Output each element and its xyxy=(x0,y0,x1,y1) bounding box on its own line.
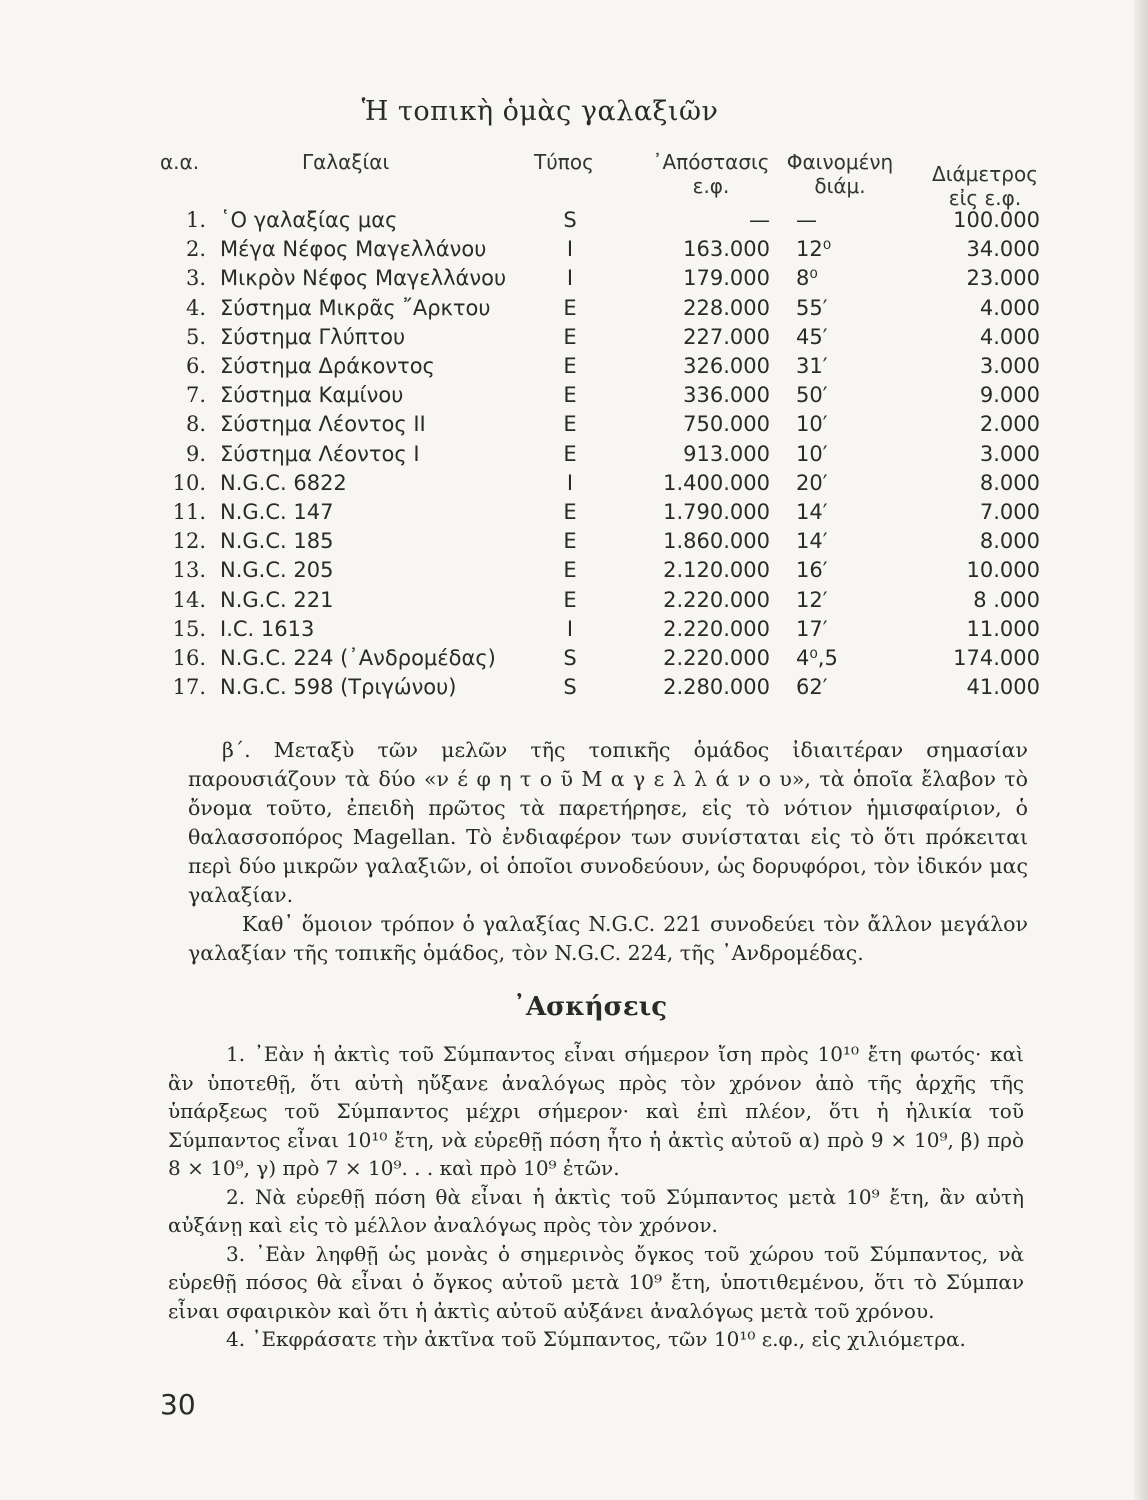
galaxy-name: ῾Ο γαλαξίας μας xyxy=(220,208,398,232)
galaxy-type: S xyxy=(563,646,577,670)
galaxy-diameter: 11.000 xyxy=(966,616,1040,641)
row-number: 4. xyxy=(185,295,206,320)
galaxy-diameter: 4.000 xyxy=(979,295,1040,320)
row-number: 16. xyxy=(172,646,206,670)
table-row xyxy=(160,442,1060,471)
galaxy-name: N.G.C. 6822 xyxy=(220,470,347,495)
table-row xyxy=(160,354,1060,383)
table-row xyxy=(160,646,1060,675)
galaxy-name: Μέγα Νέφος Μαγελλάνου xyxy=(220,237,487,262)
table-row xyxy=(160,296,1060,325)
table-row xyxy=(160,675,1060,704)
galaxy-distance: 1.860.000 xyxy=(663,529,770,554)
apparent-diameter: 10′ xyxy=(796,441,828,466)
apparent-diameter: 50′ xyxy=(796,383,828,408)
galaxy-name: N.G.C. 224 (᾿Ανδρομέδας) xyxy=(220,646,496,670)
galaxy-type: E xyxy=(563,587,577,612)
table-row xyxy=(160,529,1060,558)
apparent-diameter: 16′ xyxy=(796,558,828,583)
galaxy-name: N.G.C. 185 xyxy=(220,529,334,554)
header-apparent-line2: διάμ. xyxy=(814,174,866,198)
header-diameter xyxy=(920,162,1050,210)
row-number: 9. xyxy=(185,441,206,466)
apparent-diameter: 20′ xyxy=(796,470,828,495)
table-row xyxy=(160,208,1060,237)
galaxy-distance: 179.000 xyxy=(683,266,770,291)
table-row xyxy=(160,325,1060,354)
table-row xyxy=(160,266,1060,295)
exercise-item: 1. ᾿Εὰν ἡ ἀκτὶς τοῦ Σύμπαντος εἶναι σήμερον ἴση πρὸς 10¹⁰ ἔτη φωτός· καὶ ἂν ὑποτεθῇ, ὅτι αὐτὴ ηὔξανε ἀναλόγως πρὸς τὸν χρόνον ἀπὸ τῆς ἀρχῆς τῆς ὑπάρξεως τοῦ Σύμπαντος μέχρι σήμερον· καὶ ἐπὶ πλέον, ὅτι ἡ ἡλικία τοῦ Σύμπαντος εἶναι 10¹⁰ ἔτη, νὰ εὑρεθῇ πόση ἦτο ἡ ἀκτὶς αὐτοῦ α) πρὸ 9 × 10⁹, β) πρὸ 8 × 10⁹, γ) πρὸ 7 × 10⁹. . . καὶ πρὸ 10⁹ ἐτῶν. xyxy=(168,1042,1024,1180)
exercises-title: ᾿Ασκήσεις xyxy=(512,992,668,1022)
row-number: 10. xyxy=(172,470,206,495)
galaxy-type: E xyxy=(563,383,577,408)
row-number: 8. xyxy=(185,412,206,437)
galaxy-name: Σύστημα Λέοντος I xyxy=(220,441,420,466)
row-number: 14. xyxy=(172,587,206,612)
galaxy-diameter: 4.000 xyxy=(979,324,1040,349)
galaxy-type: E xyxy=(563,295,577,320)
galaxy-name: Σύστημα Καμίνου xyxy=(220,383,404,408)
galaxy-distance: 326.000 xyxy=(683,354,770,378)
header-diameter-line1: Διάμετρος xyxy=(932,162,1038,186)
table-row xyxy=(160,588,1060,617)
apparent-diameter: 45′ xyxy=(796,324,828,349)
galaxy-diameter: 41.000 xyxy=(966,675,1040,700)
table-row xyxy=(160,500,1060,529)
row-number: 15. xyxy=(172,616,206,641)
header-diameter-line2: εἰς ε.φ. xyxy=(948,186,1022,210)
row-number: 17. xyxy=(172,675,206,700)
galaxy-distance: 228.000 xyxy=(683,295,770,320)
galaxy-type: E xyxy=(563,558,577,583)
galaxy-type: S xyxy=(563,208,577,232)
galaxy-distance: 2.120.000 xyxy=(663,558,770,583)
table-row xyxy=(160,471,1060,500)
galaxy-type: I xyxy=(566,470,574,495)
galaxy-name: Σύστημα Γλύπτου xyxy=(220,324,406,349)
galaxy-name: N.G.C. 221 xyxy=(220,587,334,612)
row-number: 5. xyxy=(185,324,206,349)
header-distance-line1: ᾿Απόστασις xyxy=(652,150,770,174)
paragraph-andromeda: Καθ᾿ ὅμοιον τρόπον ὁ γαλαξίας N.G.C. 221 συνοδεύει τὸν ἄλλον μεγάλον γαλαξίαν τῆς τοπικῆς ὁμάδος, τὸν N.G.C. 224, τῆς ᾿Ανδρομέδας. xyxy=(188,912,1028,965)
table-title: Ἡ τοπικὴ ὁμὰς γαλαξιῶν xyxy=(361,96,719,127)
header-apparent-line1: Φαινομένη xyxy=(786,150,894,174)
galaxy-diameter: 3.000 xyxy=(979,354,1040,378)
galaxy-type: I xyxy=(566,266,574,291)
apparent-diameter: 62′ xyxy=(796,675,828,700)
galaxy-type: S xyxy=(563,675,577,700)
table-row xyxy=(160,237,1060,266)
apparent-diameter: 12′ xyxy=(796,587,828,612)
apparent-diameter: 8⁰ xyxy=(796,266,818,291)
row-number: 2. xyxy=(185,237,206,262)
galaxy-diameter: 7.000 xyxy=(979,500,1040,524)
row-number: 7. xyxy=(185,383,206,408)
galaxy-distance: 750.000 xyxy=(683,412,770,437)
table-row xyxy=(160,617,1060,646)
galaxy-diameter: 23.000 xyxy=(966,266,1040,291)
galaxy-type: I xyxy=(566,616,574,641)
galaxy-distance: — xyxy=(749,208,770,232)
header-distance-line2: ε.φ. xyxy=(692,174,730,198)
row-number: 1. xyxy=(185,208,206,232)
table-row xyxy=(160,412,1060,441)
page-number: 30 xyxy=(160,1388,196,1421)
header-type: Τύπος xyxy=(534,150,594,174)
body-text xyxy=(188,736,1028,968)
galaxy-distance: 913.000 xyxy=(683,441,770,466)
row-number: 6. xyxy=(185,354,206,378)
galaxy-distance: 163.000 xyxy=(683,237,770,262)
header-num: α.α. xyxy=(160,150,200,174)
galaxy-diameter: 100.000 xyxy=(953,208,1040,232)
exercise-item: 3. ᾿Εὰν ληφθῇ ὡς μονὰς ὁ σημερινὸς ὄγκος τοῦ χώρου τοῦ Σύμπαντος, νὰ εὑρεθῇ πόσος θὰ εἶναι ὁ ὄγκος αὐτοῦ μετὰ 10⁹ ἔτη, ὑποτιθεμένου, ὅτι τὸ Σύμπαν εἶναι σφαιρικὸν καὶ ὅτι ἡ ἀκτὶς αὐτοῦ αὐξάνει ἀναλόγως μετὰ τοῦ χρόνου. xyxy=(168,1241,1024,1323)
galaxy-diameter: 8.000 xyxy=(979,529,1040,554)
apparent-diameter: 10′ xyxy=(796,412,828,437)
galaxy-type: E xyxy=(563,354,577,378)
apparent-diameter: 17′ xyxy=(796,616,828,641)
header-apparent xyxy=(770,150,910,198)
galaxy-diameter: 9.000 xyxy=(979,383,1040,408)
galaxy-name: I.C. 1613 xyxy=(220,616,315,641)
galaxy-name: Μικρὸν Νέφος Μαγελλάνου xyxy=(220,266,507,291)
galaxy-name: N.G.C. 598 (Τριγώνου) xyxy=(220,675,457,700)
galaxy-name: N.G.C. 147 xyxy=(220,500,334,524)
galaxy-distance: 1.790.000 xyxy=(663,500,770,524)
galaxy-distance: 227.000 xyxy=(683,324,770,349)
galaxy-diameter: 34.000 xyxy=(966,237,1040,262)
galaxy-diameter: 2.000 xyxy=(979,412,1040,437)
galaxy-distance: 2.220.000 xyxy=(663,616,770,641)
galaxy-diameter: 8.000 xyxy=(979,470,1040,495)
apparent-diameter: — xyxy=(796,208,817,232)
row-number: 12. xyxy=(172,529,206,554)
exercise-item: 4. ᾿Εκφράσατε τὴν ἀκτῖνα τοῦ Σύμπαντος, τῶν 10¹⁰ ε.φ., εἰς χιλιόμετρα. xyxy=(226,1327,966,1351)
galaxy-type: E xyxy=(563,324,577,349)
table-row xyxy=(160,383,1060,412)
paragraph-magellan: β΄. Μεταξὺ τῶν μελῶν τῆς τοπικῆς ὁμάδος ἰδιαιτέραν σημασίαν παρουσιάζουν τὰ δύο «ν έ φ η τ ο ῦ Μ α γ ε λ λ ά ν ο υ», τὰ ὁποῖα ἔλαβον τὸ ὄνομα τοῦτο, ἐπειδὴ πρῶτος τὰ παρετήρησε, εἰς τὸ νότιον ἡμισφαίριον, ὁ θαλασσοπόρος Magellan. Τὸ ἐνδιαφέρον των συνίσταται εἰς τὸ ὅτι πρόκειται περὶ δύο μικρῶν γαλαξιῶν, οἱ ὁποῖοι συνοδεύουν, ὡς δορυφόροι, τὸν ἰδικόν μας γαλαξίαν. xyxy=(188,738,1028,907)
table-row xyxy=(160,558,1060,587)
galaxy-name: Σύστημα Λέοντος II xyxy=(220,412,426,437)
galaxy-name: Σύστημα Δράκοντος xyxy=(220,354,435,378)
galaxy-type: E xyxy=(563,412,577,437)
galaxy-name: Σύστημα Μικρᾶς ῎Αρκτου xyxy=(220,295,491,320)
apparent-diameter: 31′ xyxy=(796,354,828,378)
galaxy-type: I xyxy=(566,237,574,262)
galaxy-type: E xyxy=(563,529,577,554)
exercise-item: 2. Νὰ εὑρεθῇ πόση θὰ εἶναι ἡ ἀκτὶς τοῦ Σύμπαντος μετὰ 10⁹ ἔτη, ἂν αὐτὴ αὐξάνῃ καὶ εἰς τὸ μέλλον ἀναλόγως πρὸς τὸν χρόνον. xyxy=(168,1184,1024,1237)
galaxy-distance: 2.220.000 xyxy=(663,587,770,612)
galaxy-type: E xyxy=(563,441,577,466)
galaxy-diameter: 8 .000 xyxy=(973,587,1040,612)
apparent-diameter: 12⁰ xyxy=(796,237,832,262)
row-number: 13. xyxy=(172,558,206,583)
header-name: Γαλαξίαι xyxy=(302,150,390,174)
apparent-diameter: 14′ xyxy=(796,500,828,524)
row-number: 3. xyxy=(185,266,206,291)
galaxy-distance: 2.220.000 xyxy=(663,646,770,670)
galaxy-diameter: 174.000 xyxy=(953,646,1040,670)
apparent-diameter: 55′ xyxy=(796,295,828,320)
page-binding-edge xyxy=(1134,0,1148,1500)
galaxy-distance: 336.000 xyxy=(683,383,770,408)
apparent-diameter: 4⁰,5 xyxy=(796,646,838,670)
row-number: 11. xyxy=(172,500,206,524)
exercises-list xyxy=(168,1040,1024,1354)
galaxy-type: E xyxy=(563,500,577,524)
galaxy-distance: 1.400.000 xyxy=(663,470,770,495)
galaxy-diameter: 3.000 xyxy=(979,441,1040,466)
apparent-diameter: 14′ xyxy=(796,529,828,554)
galaxy-name: N.G.C. 205 xyxy=(220,558,334,583)
galaxy-distance: 2.280.000 xyxy=(663,675,770,700)
galaxy-diameter: 10.000 xyxy=(966,558,1040,583)
